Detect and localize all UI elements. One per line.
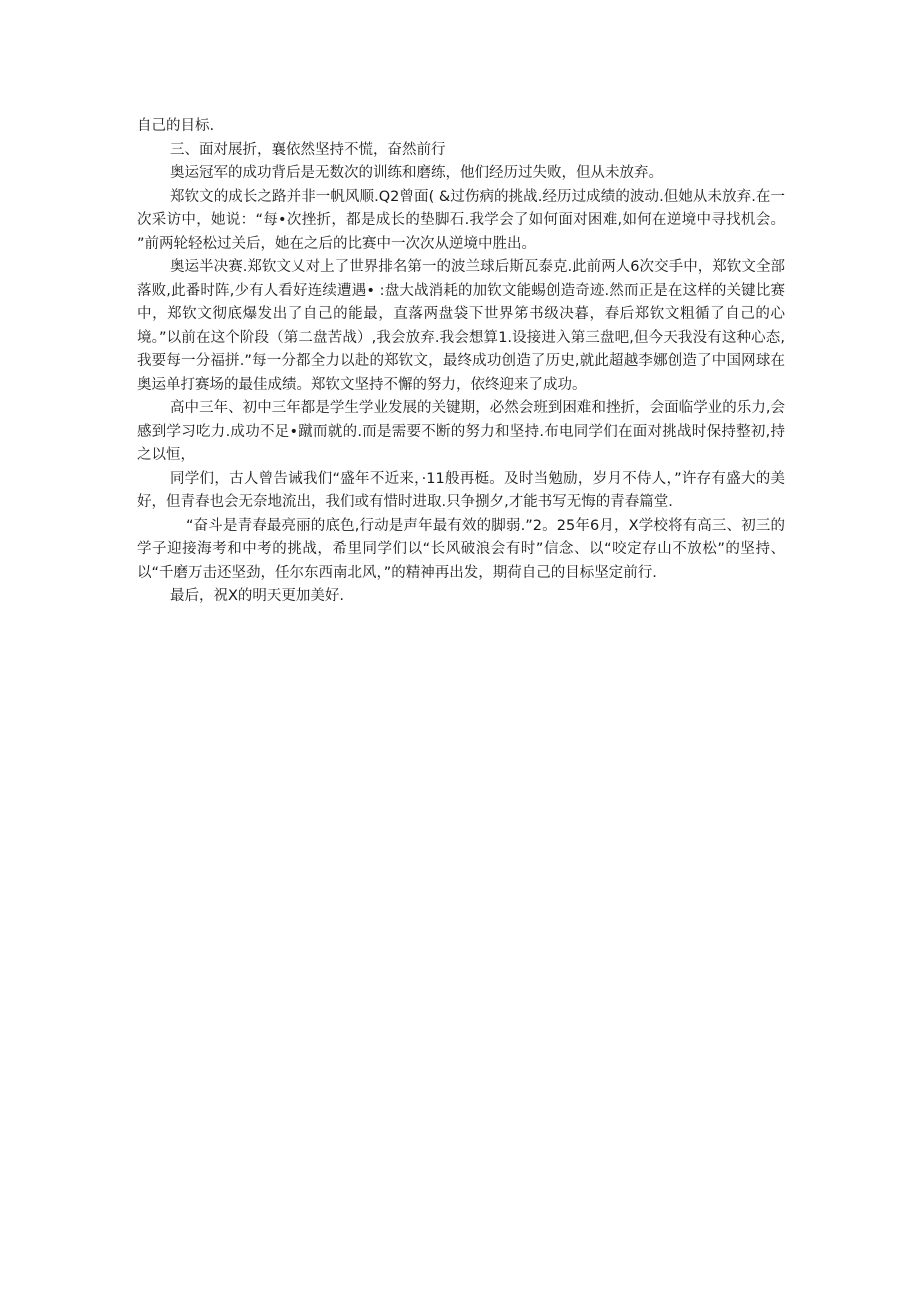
closing-line: 最后，祝X的明天更加美好. [170,588,345,604]
paragraph-2: 奥运冠军的成功背后是无数次的训练和磨练，他们经历过失败，但从未放弃。 [170,165,663,181]
paragraph-4: 奥运半决赛.郑钦文乂对上了世界排名第一的波兰球后斯瓦泰克.此前两人6次交手中，郑钦文全部落败,此番时阵,少有人看好连续遭遇• :盘大战消耗的加钦文能蜴创造奇迹.然而正是在这样的关键比赛中，郑钦文彻底爆发出了自己的能最，直落两盘袋下世界笫书级决暮，春后郑钦文粗循了自己的心境。”以前在这个阶段（第二盘苦战）,我会放弃.我会想算1.设接进入第三盘吧,但今天我没有这种心态,我要每一分福拼.”每一分都全力以赴的郑钦文，最终成功创造了历史,就此超越李娜创造了中国网球在奥运单打赛场的最佳成绩。郑钦文坚持不懈的努力，依终迎来了成功。 [137,259,785,393]
paragraph-3: 郑钦文的成长之路并非一帆风顺.Q2曾面( &过伤病的挑战.经历过成绩的波动.但她从未放弃.在一次采访中，她说：“每•次挫折，都是成长的垫脚石.我学会了如何面对困难,如何在逆境中寻找机会。 ”前两轮轻松过关后，她在之后的比赛中一次次从逆境中胜出。 [137,188,785,252]
paragraph-7: “奋斗是青春最亮丽的底色,行动是声年最有效的脚弱.”2。25年6月，X学校将有高三、初三的学子迎接海考和中考的挑战，希里同学们以“长风破浪会有时”信念、以“咬定存山不放松”的坚持、以“千磨万击还坚劲，任尔东西南北风，”的精神再出发，期荷自己的目标坚定前行. [137,517,785,581]
document-body [137,115,785,609]
paragraph-6: 同学们，古人曾告诫我们“盛年不近来，·11般再梃。及时当勉励，岁月不侍人，”许存有盛大的美好，但青春也会无奈地流出，我们或有惜时进取.只争捌夕,才能书写无悔的青春篇堂. [137,470,785,510]
section-heading: 三、面对展折，襄依然坚持不慌，奋然前行 [170,141,446,158]
paragraph-5: 高中三年、初中三年都是学生学业发展的关键期，必然会班到困难和挫折，会面临学业的乐力,会感到学习吃力.成功不足•蹴而就的.而是需要不断的努力和坚持.布电同学们在面对挑战时保持整初,持之以恒， [137,400,785,463]
paragraph-1: 自己的目标. [137,118,215,134]
